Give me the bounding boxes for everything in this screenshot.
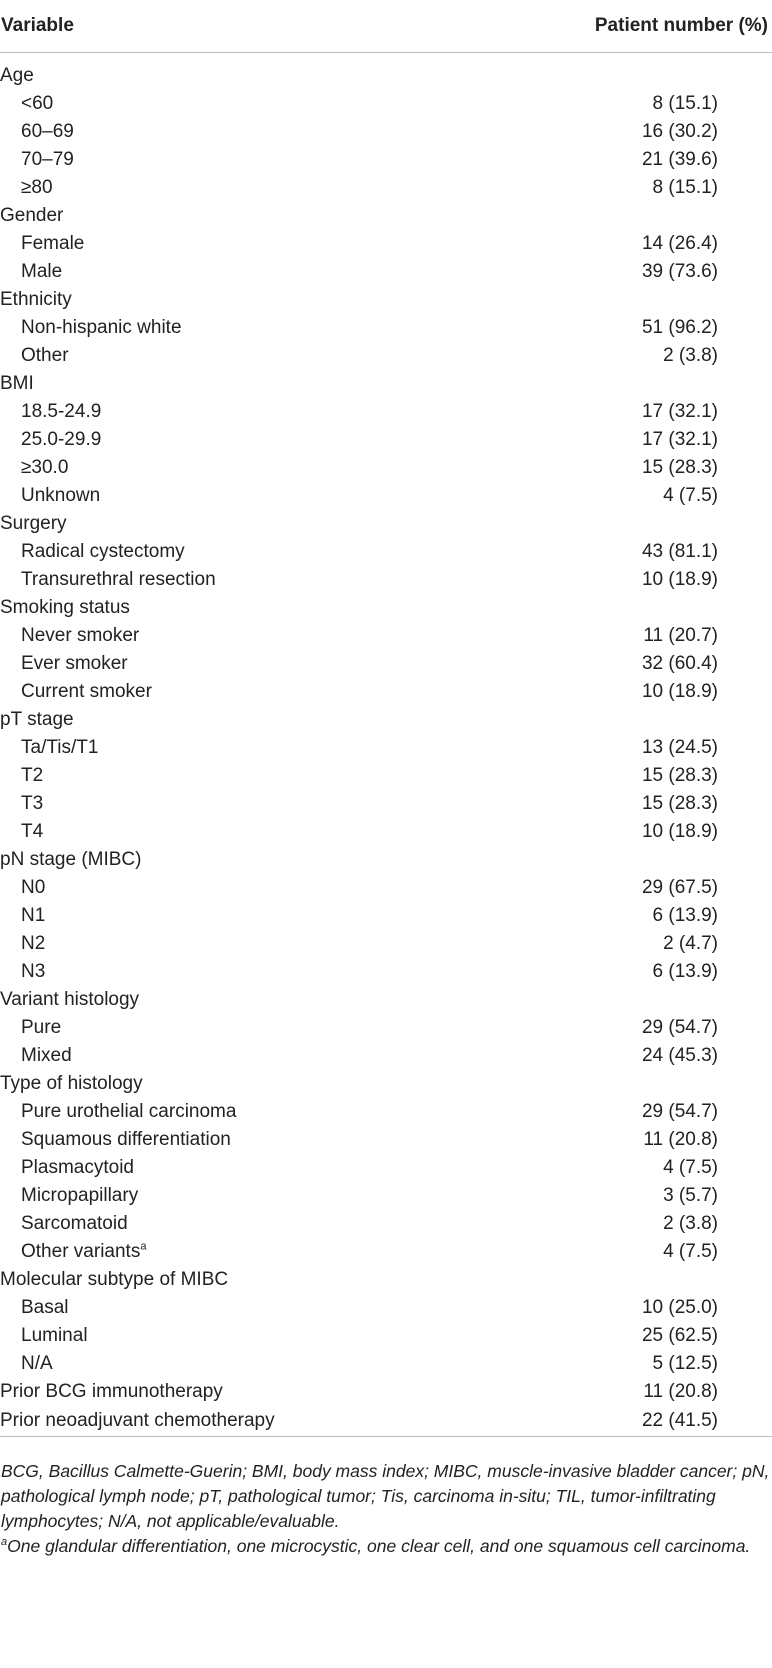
row-label-text: N/A — [21, 1353, 53, 1374]
row-label — [0, 90, 560, 118]
row-label-text: Current smoker — [21, 681, 152, 702]
row-label — [0, 118, 560, 146]
table-row — [0, 1378, 772, 1406]
table-row — [0, 650, 772, 678]
row-label-text: Prior neoadjuvant chemotherapy — [0, 1410, 275, 1431]
category-label — [0, 706, 560, 734]
row-value — [560, 62, 772, 90]
row-label-text: Gender — [0, 205, 64, 226]
footnote-abbreviations: BCG, Bacillus Calmette-Guerin; BMI, body mass index; MIBC, muscle-invasive bladder cancer; pN, pathological lymph node; pT, pathological tumor; Tis, carcinoma in-situ; TIL, tumor-infiltrating lymphocytes; N/A, not applicable/evaluable. — [1, 1461, 770, 1531]
row-label-text: Variant histology — [0, 989, 140, 1010]
row-value: 43 (81.1) — [641, 541, 718, 562]
row-label-text: T2 — [21, 765, 44, 786]
table-row — [0, 1098, 772, 1126]
row-label-text: Pure urothelial carcinoma — [21, 1101, 237, 1122]
table-row — [0, 1238, 772, 1266]
table-spacer — [0, 53, 772, 63]
table-row — [0, 594, 772, 622]
table-row — [0, 174, 772, 202]
table-row — [0, 482, 772, 510]
row-value: 11 (20.8) — [643, 1129, 718, 1150]
table-row — [0, 370, 772, 398]
row-value: 11 (20.7) — [643, 625, 718, 646]
table-row — [0, 1042, 772, 1070]
row-value: 17 (32.1) — [641, 429, 718, 450]
row-label — [0, 874, 560, 902]
table-row — [0, 958, 772, 986]
row-label — [0, 650, 560, 678]
row-value: 2 (3.8) — [663, 1213, 718, 1234]
row-value — [560, 370, 772, 398]
table-row — [0, 1322, 772, 1350]
row-label-text: 60–69 — [21, 121, 74, 142]
table-row — [0, 1070, 772, 1098]
table-row — [0, 1126, 772, 1154]
row-value: 13 (24.5) — [641, 737, 718, 758]
row-label-text: 18.5-24.9 — [21, 401, 102, 422]
row-label-text: pN stage (MIBC) — [0, 849, 142, 870]
row-label-text: ≥30.0 — [21, 457, 69, 478]
row-label-text: pT stage — [0, 709, 74, 730]
footnote-reference: a — [140, 1240, 147, 1253]
row-label-text: Smoking status — [0, 597, 130, 618]
row-label-text: Basal — [21, 1297, 69, 1318]
row-value: 39 (73.6) — [641, 261, 718, 282]
table-row — [0, 1182, 772, 1210]
row-value — [560, 594, 772, 622]
row-value: 15 (28.3) — [641, 457, 718, 478]
row-value — [560, 986, 772, 1014]
table-body — [0, 53, 772, 1437]
row-value — [560, 286, 772, 314]
table-row — [0, 1294, 772, 1322]
category-label — [0, 202, 560, 230]
row-label-text: Radical cystectomy — [21, 541, 185, 562]
table-row — [0, 202, 772, 230]
table-row — [0, 734, 772, 762]
row-label — [0, 538, 560, 566]
row-value — [560, 1266, 772, 1294]
row-value: 29 (54.7) — [641, 1017, 718, 1038]
row-label — [0, 146, 560, 174]
row-label-text: Ta/Tis/T1 — [21, 737, 99, 758]
table-row — [0, 1406, 772, 1437]
footnote-note-text: One glandular differentiation, one microcystic, one clear cell, and one squamous cell carcinoma. — [7, 1536, 751, 1556]
row-label — [0, 426, 560, 454]
table-row — [0, 454, 772, 482]
row-label — [0, 314, 560, 342]
row-label — [0, 1182, 560, 1210]
row-label-text: Type of histology — [0, 1073, 143, 1094]
row-value: 6 (13.9) — [652, 905, 718, 926]
row-label — [0, 902, 560, 930]
table-row — [0, 510, 772, 538]
row-label-text: <60 — [21, 93, 54, 114]
table-row — [0, 678, 772, 706]
row-label — [0, 1322, 560, 1350]
row-label-text: Ever smoker — [21, 653, 128, 674]
row-value: 10 (18.9) — [641, 821, 718, 842]
table-row — [0, 314, 772, 342]
row-value: 24 (45.3) — [641, 1045, 718, 1066]
row-value: 11 (20.8) — [643, 1381, 718, 1402]
row-label-text: Unknown — [21, 485, 101, 506]
table-row — [0, 846, 772, 874]
row-value — [560, 202, 772, 230]
category-label — [0, 62, 560, 90]
row-value: 10 (25.0) — [641, 1297, 718, 1318]
row-value: 15 (28.3) — [641, 793, 718, 814]
row-label — [0, 762, 560, 790]
row-value: 51 (96.2) — [641, 317, 718, 338]
table-row — [0, 1350, 772, 1378]
row-label-text: Transurethral resection — [21, 569, 216, 590]
row-label-text: BMI — [0, 373, 34, 394]
row-label — [0, 482, 560, 510]
category-label — [0, 1266, 560, 1294]
category-label — [0, 1070, 560, 1098]
row-label — [0, 230, 560, 258]
row-label — [0, 398, 560, 426]
row-label-text: Other — [21, 345, 69, 366]
row-label — [0, 566, 560, 594]
header-patient-number: Patient number (%) — [560, 0, 772, 53]
table-row — [0, 1266, 772, 1294]
category-label — [0, 594, 560, 622]
row-label — [0, 1350, 560, 1378]
row-value — [560, 1070, 772, 1098]
row-value: 4 (7.5) — [663, 1157, 718, 1178]
table-footnote — [1, 1459, 771, 1559]
table-row — [0, 1014, 772, 1042]
table-row — [0, 1210, 772, 1238]
row-label-text: Male — [21, 261, 63, 282]
category-label — [0, 846, 560, 874]
row-label-text: Ethnicity — [0, 289, 72, 310]
row-label-text: Other variants — [21, 1241, 141, 1262]
table-row — [0, 818, 772, 846]
footnote-note — [1, 1534, 771, 1559]
row-value: 16 (30.2) — [641, 121, 718, 142]
row-value: 21 (39.6) — [641, 149, 718, 170]
row-value: 5 (12.5) — [652, 1353, 718, 1374]
row-label — [0, 1238, 560, 1266]
row-label-text: 25.0-29.9 — [21, 429, 102, 450]
row-label — [0, 258, 560, 286]
row-label-text: Micropapillary — [21, 1185, 139, 1206]
row-label — [0, 342, 560, 370]
category-label — [0, 510, 560, 538]
row-value: 22 (41.5) — [560, 1406, 772, 1437]
row-label-text: 70–79 — [21, 149, 74, 170]
row-value — [560, 846, 772, 874]
table-row — [0, 986, 772, 1014]
table-row — [0, 930, 772, 958]
row-value: 3 (5.7) — [663, 1185, 718, 1206]
row-value: 4 (7.5) — [663, 485, 718, 506]
row-label — [0, 622, 560, 650]
category-label — [0, 1378, 560, 1406]
row-label-text: Age — [0, 65, 34, 86]
row-label-text: Plasmacytoid — [21, 1157, 134, 1178]
row-value: 2 (4.7) — [663, 933, 718, 954]
row-value: 15 (28.3) — [641, 765, 718, 786]
row-label-text: Pure — [21, 1017, 62, 1038]
row-label — [0, 1014, 560, 1042]
row-label-text: Sarcomatoid — [21, 1213, 128, 1234]
table-row — [0, 538, 772, 566]
row-value: 8 (15.1) — [652, 177, 718, 198]
table-row — [0, 90, 772, 118]
row-label-text: Luminal — [21, 1325, 88, 1346]
table-row — [0, 118, 772, 146]
table-row — [0, 286, 772, 314]
row-label — [0, 958, 560, 986]
row-label-text: N2 — [21, 933, 46, 954]
row-value: 4 (7.5) — [663, 1241, 718, 1262]
row-label-text: Non-hispanic white — [21, 317, 182, 338]
category-label — [0, 986, 560, 1014]
footnote-marker: a — [1, 1536, 8, 1549]
row-label-text: ≥80 — [21, 177, 53, 198]
row-label-text: Female — [21, 233, 85, 254]
table-header-row — [0, 0, 772, 53]
row-value: 2 (3.8) — [663, 345, 718, 366]
table-row — [0, 398, 772, 426]
table-row — [0, 622, 772, 650]
row-label — [0, 1126, 560, 1154]
table-row — [0, 342, 772, 370]
table-row — [0, 230, 772, 258]
row-value — [560, 510, 772, 538]
row-value: 25 (62.5) — [641, 1325, 718, 1346]
row-value: 17 (32.1) — [641, 401, 718, 422]
row-value: 10 (18.9) — [641, 569, 718, 590]
table-row — [0, 902, 772, 930]
header-variable: Variable — [0, 0, 560, 53]
row-value: 29 (54.7) — [641, 1101, 718, 1122]
row-label — [0, 734, 560, 762]
row-label — [0, 454, 560, 482]
table-row — [0, 566, 772, 594]
table-row — [0, 874, 772, 902]
row-label-text: N3 — [21, 961, 46, 982]
row-label — [0, 1098, 560, 1126]
row-label-text: Mixed — [21, 1045, 72, 1066]
row-value: 32 (60.4) — [641, 653, 718, 674]
row-label — [0, 1210, 560, 1238]
row-value: 14 (26.4) — [641, 233, 718, 254]
row-label — [0, 818, 560, 846]
category-label — [0, 286, 560, 314]
row-label — [0, 174, 560, 202]
row-value: 6 (13.9) — [652, 961, 718, 982]
row-label-text: Never smoker — [21, 625, 140, 646]
row-value: 8 (15.1) — [652, 93, 718, 114]
row-label-text: N1 — [21, 905, 46, 926]
row-label — [0, 678, 560, 706]
table-row — [0, 258, 772, 286]
row-label — [0, 1154, 560, 1182]
row-label-text: Prior BCG immunotherapy — [0, 1381, 223, 1402]
row-label-text: T3 — [21, 793, 44, 814]
row-label — [0, 1042, 560, 1070]
category-label — [0, 370, 560, 398]
row-label-text: T4 — [21, 821, 44, 842]
category-label — [0, 1406, 560, 1437]
row-label-text: N0 — [21, 877, 46, 898]
row-label — [0, 1294, 560, 1322]
row-label-text: Molecular subtype of MIBC — [0, 1269, 229, 1290]
row-label — [0, 930, 560, 958]
table-row — [0, 62, 772, 90]
row-value: 29 (67.5) — [641, 877, 718, 898]
row-value: 10 (18.9) — [641, 681, 718, 702]
table-row — [0, 790, 772, 818]
table-row — [0, 426, 772, 454]
row-label — [0, 790, 560, 818]
table-row — [0, 706, 772, 734]
table-row — [0, 762, 772, 790]
table-row — [0, 1154, 772, 1182]
row-value — [560, 706, 772, 734]
row-label-text: Squamous differentiation — [21, 1129, 231, 1150]
row-label-text: Surgery — [0, 513, 67, 534]
table-row — [0, 146, 772, 174]
